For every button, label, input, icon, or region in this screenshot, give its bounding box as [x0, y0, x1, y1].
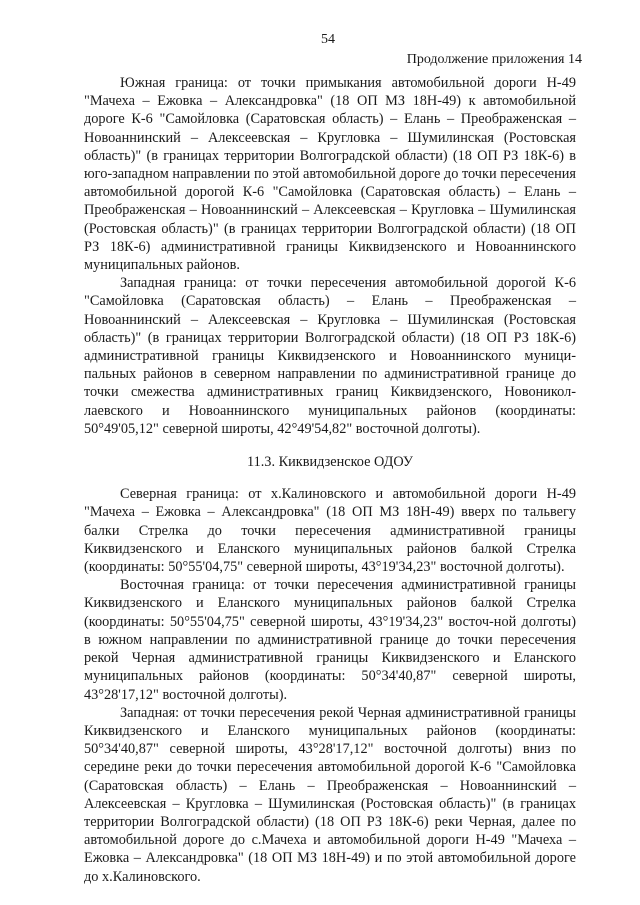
paragraph-west-border: Западная граница: от точки пересечения автомобильной дорогой К-6 "Самойловка (Саратовская область) – Елань – Преображенская – Новоаннинский – Алексеевская – Кругловка – Шумилинская (Ростовская область)" (в границах территории Волгоградской области) (18 ОП РЗ 18К-6) административной границы Киквидзенского и Новоаннинского муници-пальных районов в северном направлении по административной границе до точки смежества административных границ Киквидзенского, Новоникол-лаевского и Новоаннинского муниципальных районов (координаты: 50°49'05,12" северной широты, 42°49'54,82" восточной долготы). — [84, 275, 576, 437]
paragraph-south-border: Южная граница: от точки примыкания автомобильной дороги Н-49 "Мачеха – Ежовка – Александровка" (18 ОП МЗ 18Н-49) к автомобильной дороге К-6 "Самойловка (Саратовская область) – Елань – Преображенская – Новоаннинский – Алексеевская – Кругловка – Шумилинская (Ростовская область)" (в границах территории Волгоградской области) (18 ОП РЗ 18К-6) в юго-западном направлении по этой автомобильной дороге до точки пересечения автомобильной дорогой К-6 "Самойловка (Саратовская область) – Елань – Преображенская – Новоаннинский – Алексеевская – Кругловка – Шумилинская (Ростовская область)" (в границах территории Волгоградской области) (18 ОП РЗ 18К-6) административной границы Киквидзенского и Новоаннинского муниципальных районов. — [84, 75, 576, 274]
page-number: 54 — [321, 32, 335, 47]
appendix-note: Продолжение приложения 14 — [406, 52, 582, 67]
section-heading: 11.3. Киквидзенское ОДОУ — [246, 454, 414, 471]
paragraph-east-border: Восточная граница: от точки пересечения административной границы Киквидзенского и Еланского муниципальных районов балкой Стрелка (координаты: 50°55'04,75" северной широты, 43°19'34,23" восточ-ной долготы) в южном направлении по административной границе до точки пересечения рекой Черная административной границы Киквидзенского и Еланского муниципальных районов (координаты: 50°34'40,87" северной широты, 43°28'17,12" восточной долготы). — [84, 577, 576, 703]
document-body — [84, 74, 576, 886]
paragraph-north-border: Северная граница: от х.Калиновского и автомобильной дороги Н-49 "Мачеха – Ежовка – Александровка" (18 ОП МЗ 18Н-49) вверх по тальвегу балки Стрелка до точки пересечения административной границы Киквидзенского и Еланского муниципальных районов балкой Стрелка (координаты: 50°55'04,75" северной широты, 43°19'34,23" восточной долготы). — [84, 486, 576, 576]
paragraph-west-border-2: Западная: от точки пересечения рекой Черная административной границы Киквидзенского и Еланского муниципальных районов (координаты: 50°34'40,87" северной широты, 43°28'17,12" восточной долготы) вниз по середине реки до точки пересечения автомобильной дорогой К-6 "Самойловка (Саратовская область) – Елань – Преображенская – Новоаннинский – Алексеевская – Кругловка – Шумилинская (Ростовская область)" (в границах территории Волгоградской области) (18 ОП РЗ 18К-6) реки Черная, далее по автомобильной дороге до с.Мачеха и автомобильной дороги Н-49 "Мачеха – Ежовка – Александровка" (18 ОП МЗ 18Н-49) и по этой автомобильной дороге до х.Калиновского. — [84, 704, 576, 885]
